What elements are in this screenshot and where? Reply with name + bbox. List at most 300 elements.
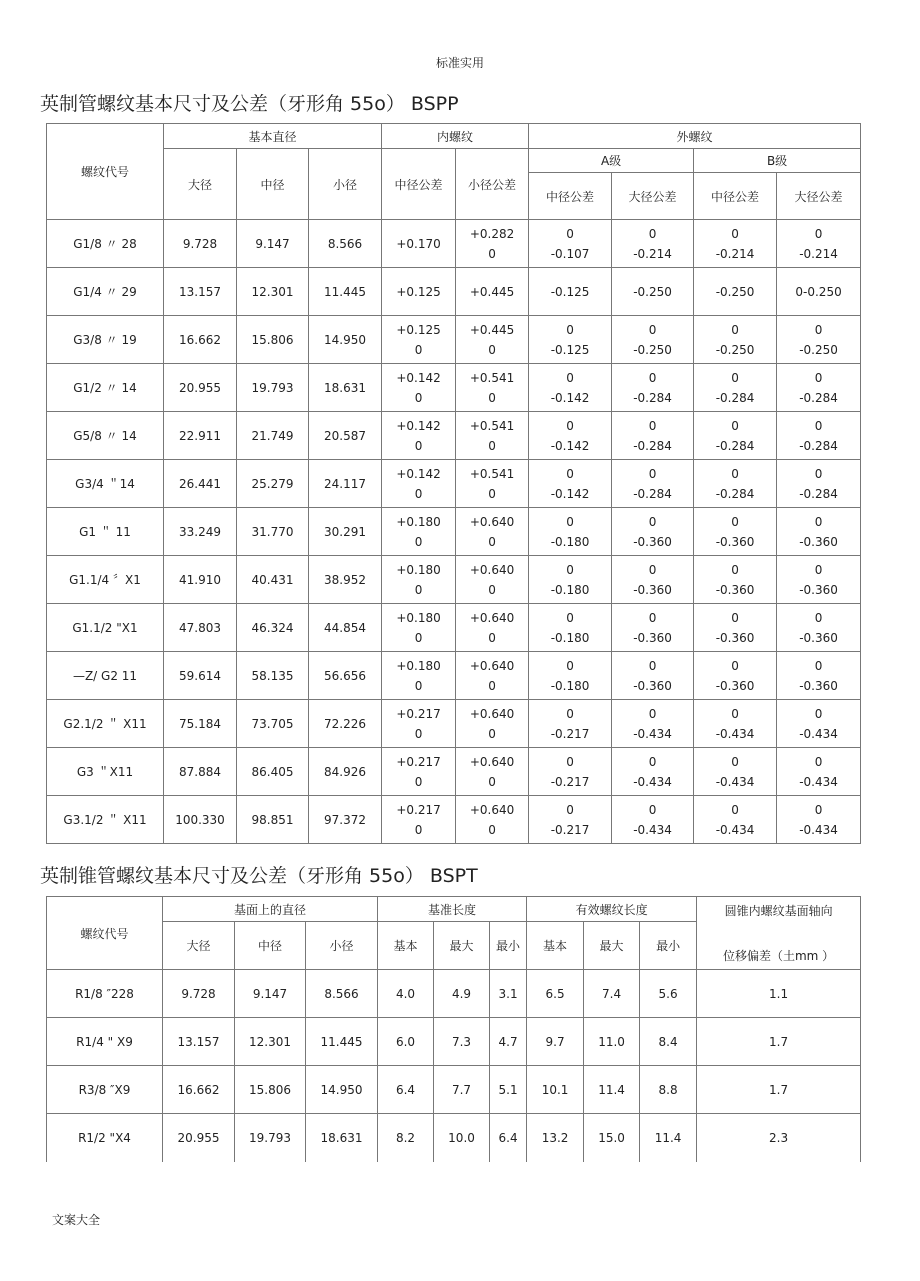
table-row: [47, 604, 861, 652]
tolerance-upper: 0: [814, 802, 823, 817]
tolerance-upper: +0.445: [469, 322, 515, 337]
tolerance-upper: -0.250: [715, 284, 755, 299]
tolerance-cell: [382, 556, 456, 604]
tolerance-pair: [694, 464, 776, 504]
header-external-thread: 外螺纹: [529, 124, 861, 149]
tolerance-upper: +0.180: [396, 658, 441, 673]
tolerance-lower: 0: [488, 534, 496, 549]
tolerance-upper: 0: [731, 322, 739, 337]
tolerance-lower: -0.284: [799, 438, 838, 453]
gauge-min-cell: 4.7: [490, 1018, 527, 1066]
axial-offset-cell: 2.3: [697, 1114, 861, 1162]
tolerance-upper: +0.640: [469, 802, 515, 817]
tolerance-upper: 0: [566, 466, 574, 481]
tolerance-pair: [777, 800, 860, 840]
tolerance-pair: [612, 224, 693, 264]
tolerance-cell: [529, 796, 612, 844]
tolerance-upper: +0.180: [396, 610, 441, 625]
tolerance-cell: [612, 316, 694, 364]
tolerance-lower: 0: [414, 486, 423, 501]
pitch-diameter-cell: 73.705: [237, 700, 309, 748]
tolerance-pair: [694, 656, 776, 696]
tolerance-cell: [777, 796, 861, 844]
major-diameter-cell: 9.728: [163, 970, 235, 1018]
tolerance-lower: -0.434: [715, 774, 755, 789]
pitch-diameter-cell: 40.431: [237, 556, 309, 604]
pitch-diameter-cell: 21.749: [237, 412, 309, 460]
thread-code-cell: G2.1/2 ＂ X11: [47, 700, 164, 748]
major-diameter-cell: 87.884: [164, 748, 237, 796]
tolerance-lower: 0: [488, 774, 496, 789]
axial-offset-cell: 1.1: [697, 970, 861, 1018]
eff-max-cell: 11.0: [584, 1018, 640, 1066]
eff-min-cell: 5.6: [640, 970, 697, 1018]
tolerance-cell: [612, 700, 694, 748]
header-eff-min: 最小: [640, 922, 697, 970]
tolerance-lower: -0.214: [715, 246, 755, 261]
minor-diameter-cell: 30.291: [309, 508, 382, 556]
tolerance-cell: [382, 796, 456, 844]
tolerance-pair: [612, 464, 693, 504]
tolerance-pair: [456, 656, 528, 696]
tolerance-lower: -0.434: [715, 726, 755, 741]
tolerance-pair: [612, 416, 693, 456]
table-row: [47, 460, 861, 508]
tolerance-upper: 0: [814, 226, 823, 241]
tolerance-lower: -0.250: [715, 342, 755, 357]
tolerance-cell: [529, 364, 612, 412]
tolerance-pair: [777, 752, 860, 792]
tolerance-cell: [694, 604, 777, 652]
gauge-max-cell: 7.3: [434, 1018, 490, 1066]
tolerance-cell: [456, 508, 529, 556]
tolerance-cell: [456, 700, 529, 748]
tolerance-upper: 0: [648, 514, 657, 529]
tolerance-pair: [529, 560, 611, 600]
eff-basic-cell: 6.5: [527, 970, 584, 1018]
page-footer-note: 文案大全: [52, 1213, 101, 1227]
tolerance-pair: [382, 320, 455, 360]
tolerance-lower: 0: [414, 774, 423, 789]
gauge-basic-cell: 8.2: [378, 1114, 434, 1162]
tolerance-upper: 0: [814, 706, 823, 721]
tolerance-pair: [456, 560, 528, 600]
pitch-diameter-cell: 15.806: [237, 316, 309, 364]
tolerance-pair: [612, 656, 693, 696]
tolerance-cell: [529, 604, 612, 652]
tolerance-cell: [612, 268, 694, 316]
tolerance-cell: [777, 316, 861, 364]
tolerance-upper: -0.250: [633, 284, 672, 299]
tolerance-lower: -0.434: [633, 822, 672, 837]
thread-code-cell: —Z/ G2 11: [47, 652, 164, 700]
table-row: [47, 748, 861, 796]
pitch-diameter-cell: 19.793: [235, 1114, 306, 1162]
tolerance-pair: [777, 704, 860, 744]
gauge-min-cell: 3.1: [490, 970, 527, 1018]
tolerance-pair: [777, 464, 860, 504]
header-b-pitch-tol: 中径公差: [694, 173, 777, 220]
tolerance-pair: [456, 608, 528, 648]
pitch-diameter-cell: 12.301: [237, 268, 309, 316]
tolerance-pair: [382, 752, 455, 792]
page-header-note: 标准实用: [435, 56, 484, 70]
minor-diameter-cell: 11.445: [309, 268, 382, 316]
tolerance-lower: 0: [488, 822, 496, 837]
tolerance-lower: -0.434: [633, 774, 672, 789]
tolerance-cell: [382, 316, 456, 364]
tolerance-lower: 0: [414, 438, 423, 453]
tolerance-cell: [456, 652, 529, 700]
eff-max-cell: 11.4: [584, 1066, 640, 1114]
tolerance-cell: [382, 220, 456, 268]
tolerance-cell: [456, 268, 529, 316]
tolerance-upper: 0: [566, 322, 574, 337]
tolerance-cell: [777, 652, 861, 700]
tolerance-pair: [777, 512, 860, 552]
minor-diameter-cell: 24.117: [309, 460, 382, 508]
tolerance-lower: -0.284: [799, 390, 838, 405]
tolerance-upper: 0: [648, 322, 657, 337]
tolerance-upper: 0: [731, 706, 739, 721]
header-internal-thread: 内螺纹: [382, 124, 529, 149]
tolerance-lower: -0.284: [633, 486, 672, 501]
tolerance-cell: [694, 556, 777, 604]
header-gauge-max: 最大: [434, 922, 490, 970]
tolerance-cell: [456, 556, 529, 604]
tolerance-lower: -0.250: [633, 342, 672, 357]
tolerance-pair: [612, 800, 693, 840]
major-diameter-cell: 16.662: [163, 1066, 235, 1114]
tolerance-upper: 0: [566, 370, 574, 385]
minor-diameter-cell: 18.631: [306, 1114, 378, 1162]
pitch-diameter-cell: 46.324: [237, 604, 309, 652]
tolerance-lower: 0: [414, 342, 423, 357]
tolerance-upper: +0.541: [469, 466, 515, 481]
tolerance-upper: 0: [648, 658, 657, 673]
thread-code-cell: G3/8 〃 19: [47, 316, 164, 364]
tolerance-upper: +0.282: [469, 226, 515, 241]
minor-diameter-cell: 11.445: [306, 1018, 378, 1066]
header-axial-offset: [697, 897, 861, 970]
major-diameter-cell: 13.157: [164, 268, 237, 316]
tolerance-lower: 0: [488, 246, 496, 261]
tolerance-lower: -0.360: [633, 582, 672, 597]
pitch-diameter-cell: 15.806: [235, 1066, 306, 1114]
minor-diameter-cell: 18.631: [309, 364, 382, 412]
tolerance-lower: -0.360: [799, 534, 838, 549]
bspt-table-title: 英制锥管螺纹基本尺寸及公差（牙形角 55o） BSPT: [40, 865, 478, 887]
tolerance-cell: [694, 652, 777, 700]
tolerance-upper: 0: [566, 610, 574, 625]
tolerance-pair: [694, 704, 776, 744]
header-gauge-length: 基准长度: [378, 897, 527, 922]
pitch-diameter-cell: 31.770: [237, 508, 309, 556]
tolerance-cell: [382, 460, 456, 508]
axial-offset-cell: 1.7: [697, 1018, 861, 1066]
header-gauge-basic: 基本: [378, 922, 434, 970]
major-diameter-cell: 100.330: [164, 796, 237, 844]
major-diameter-cell: 59.614: [164, 652, 237, 700]
tolerance-lower: 0: [488, 486, 496, 501]
tolerance-cell: [694, 796, 777, 844]
tolerance-upper: 0: [648, 226, 657, 241]
tolerance-lower: 0: [414, 390, 423, 405]
tolerance-cell: [777, 700, 861, 748]
tolerance-pair: [694, 368, 776, 408]
thread-code-cell: R1/2 "X4: [47, 1114, 163, 1162]
minor-diameter-cell: 56.656: [309, 652, 382, 700]
tolerance-cell: [777, 556, 861, 604]
table-row: [47, 652, 861, 700]
tolerance-upper: 0: [566, 418, 574, 433]
thread-code-cell: R3/8 ″X9: [47, 1066, 163, 1114]
tolerance-pair: [612, 752, 693, 792]
tolerance-upper: +0.142: [396, 466, 441, 481]
tolerance-pair: [529, 704, 611, 744]
tolerance-upper: +0.541: [469, 418, 515, 433]
tolerance-cell: [694, 508, 777, 556]
tolerance-upper: 0: [731, 658, 739, 673]
tolerance-cell: [382, 412, 456, 460]
table-row: [47, 412, 861, 460]
thread-code-cell: G1 ＂ 11: [47, 508, 164, 556]
gauge-basic-cell: 6.0: [378, 1018, 434, 1066]
tolerance-pair: [456, 224, 528, 264]
table-row: [47, 556, 861, 604]
tolerance-cell: [694, 460, 777, 508]
tolerance-pair: [694, 800, 776, 840]
tolerance-pair: [694, 512, 776, 552]
tolerance-lower: 0: [488, 390, 496, 405]
tolerance-upper: +0.217: [396, 802, 441, 817]
tolerance-upper: 0: [566, 658, 574, 673]
tolerance-pair: [529, 368, 611, 408]
thread-code-cell: G3.1/2 ＂ X11: [47, 796, 164, 844]
tolerance-pair: [612, 704, 693, 744]
tolerance-pair: [694, 752, 776, 792]
axial-offset-cell: 1.7: [697, 1066, 861, 1114]
thread-code-cell: G1.1/4 〞X1: [47, 556, 164, 604]
tolerance-lower: -0.180: [550, 630, 590, 645]
tolerance-upper: +0.445: [469, 284, 515, 299]
tolerance-cell: [529, 700, 612, 748]
header-internal-pitch-tol: 中径公差: [382, 149, 456, 220]
gauge-min-cell: 6.4: [490, 1114, 527, 1162]
tolerance-cell: [694, 316, 777, 364]
table-row: [47, 1066, 861, 1114]
major-diameter-cell: 20.955: [164, 364, 237, 412]
tolerance-cell: [612, 220, 694, 268]
tolerance-upper: 0: [566, 514, 574, 529]
minor-diameter-cell: 38.952: [309, 556, 382, 604]
eff-max-cell: 15.0: [584, 1114, 640, 1162]
tolerance-pair: [777, 560, 860, 600]
tolerance-cell: [529, 556, 612, 604]
tolerance-upper: 0: [731, 610, 739, 625]
tolerance-upper: +0.640: [469, 610, 515, 625]
minor-diameter-cell: 20.587: [309, 412, 382, 460]
tolerance-cell: [382, 604, 456, 652]
tolerance-cell: [529, 316, 612, 364]
pitch-diameter-cell: 9.147: [235, 970, 306, 1018]
tolerance-cell: [529, 748, 612, 796]
tolerance-pair: [456, 704, 528, 744]
tolerance-upper: +0.640: [469, 658, 515, 673]
minor-diameter-cell: 8.566: [309, 220, 382, 268]
tolerance-lower: -0.284: [799, 486, 838, 501]
tolerance-cell: [456, 220, 529, 268]
tolerance-pair: [382, 416, 455, 456]
table-row: [47, 1018, 861, 1066]
tolerance-cell: [612, 508, 694, 556]
tolerance-lower: -0.250: [799, 342, 838, 357]
tolerance-cell: [382, 364, 456, 412]
tolerance-upper: +0.170: [396, 236, 441, 251]
pitch-diameter-cell: 12.301: [235, 1018, 306, 1066]
gauge-max-cell: 10.0: [434, 1114, 490, 1162]
gauge-min-cell: 5.1: [490, 1066, 527, 1114]
tolerance-upper: +0.142: [396, 418, 441, 433]
tolerance-pair: [694, 320, 776, 360]
tolerance-lower: -0.360: [715, 678, 755, 693]
header-major-diameter: 大径: [164, 149, 237, 220]
table-row: [47, 364, 861, 412]
tolerance-pair: [529, 282, 611, 302]
tolerance-pair: [529, 416, 611, 456]
tolerance-lower: -0.434: [715, 822, 755, 837]
minor-diameter-cell: 8.566: [306, 970, 378, 1018]
tolerance-lower: -0.360: [715, 630, 755, 645]
tolerance-upper: +0.125: [396, 284, 441, 299]
major-diameter-cell: 47.803: [164, 604, 237, 652]
tolerance-lower: -0.180: [550, 678, 590, 693]
minor-diameter-cell: 72.226: [309, 700, 382, 748]
tolerance-lower: -0.360: [633, 630, 672, 645]
tolerance-lower: -0.284: [715, 486, 755, 501]
tolerance-lower: -0.142: [550, 390, 590, 405]
tolerance-pair: [456, 752, 528, 792]
pitch-diameter-cell: 19.793: [237, 364, 309, 412]
tolerance-pair: [694, 560, 776, 600]
tolerance-pair: [612, 368, 693, 408]
thread-code-cell: G5/8 〃 14: [47, 412, 164, 460]
tolerance-cell: [777, 460, 861, 508]
tolerance-upper: +0.217: [396, 706, 441, 721]
tolerance-pair: [777, 320, 860, 360]
tolerance-upper: 0: [731, 754, 739, 769]
pitch-diameter-cell: 86.405: [237, 748, 309, 796]
tolerance-pair: [382, 560, 455, 600]
tolerance-lower: -0.214: [799, 246, 838, 261]
tolerance-lower: -0.180: [550, 582, 590, 597]
eff-min-cell: 11.4: [640, 1114, 697, 1162]
major-diameter-cell: 20.955: [163, 1114, 235, 1162]
tolerance-pair: [529, 464, 611, 504]
header-class-b: B级: [694, 149, 861, 173]
header-thread-code: 螺纹代号: [47, 897, 163, 970]
tolerance-upper: 0: [814, 562, 823, 577]
gauge-max-cell: 7.7: [434, 1066, 490, 1114]
tolerance-pair: [382, 800, 455, 840]
tolerance-upper: +0.640: [469, 514, 515, 529]
tolerance-upper: 0: [731, 226, 739, 241]
tolerance-lower: -0.434: [799, 822, 838, 837]
tolerance-pair: [529, 224, 611, 264]
header-class-a: A级: [529, 149, 694, 173]
header-axial-offset-line2: 位移偏差（土mm ）: [722, 949, 835, 963]
tolerance-cell: [694, 700, 777, 748]
tolerance-pair: [777, 282, 860, 302]
tolerance-lower: 0: [414, 630, 423, 645]
header-major-diameter: 大径: [163, 922, 235, 970]
tolerance-pair: [382, 656, 455, 696]
tolerance-upper: 0: [731, 370, 739, 385]
thread-code-cell: R1/4 " X9: [47, 1018, 163, 1066]
tolerance-cell: [529, 508, 612, 556]
tolerance-cell: [694, 412, 777, 460]
tolerance-pair: [529, 752, 611, 792]
tolerance-cell: [777, 508, 861, 556]
tolerance-pair: [612, 320, 693, 360]
major-diameter-cell: 22.911: [164, 412, 237, 460]
tolerance-lower: -0.360: [799, 630, 838, 645]
tolerance-lower: 0: [414, 582, 423, 597]
minor-diameter-cell: 97.372: [309, 796, 382, 844]
header-axial-offset-line1: 圆锥内螺纹基面轴向: [724, 904, 833, 918]
tolerance-upper: +0.217: [396, 754, 441, 769]
tolerance-lower: -0.214: [633, 246, 672, 261]
tolerance-cell: [456, 604, 529, 652]
tolerance-upper: 0: [648, 418, 657, 433]
tolerance-lower: -0.434: [799, 726, 838, 741]
header-gauge-min: 最小: [490, 922, 527, 970]
bspp-table: [46, 123, 861, 844]
tolerance-pair: [612, 560, 693, 600]
tolerance-cell: [529, 460, 612, 508]
tolerance-lower: 0: [414, 678, 423, 693]
tolerance-upper: 0: [648, 370, 657, 385]
tolerance-cell: [612, 604, 694, 652]
tolerance-lower: -0.217: [550, 822, 590, 837]
tolerance-lower: -0.360: [633, 678, 672, 693]
header-minor-diameter: 小径: [306, 922, 378, 970]
major-diameter-cell: 41.910: [164, 556, 237, 604]
tolerance-cell: [612, 796, 694, 844]
tolerance-cell: [777, 220, 861, 268]
pitch-diameter-cell: 58.135: [237, 652, 309, 700]
tolerance-cell: [694, 268, 777, 316]
tolerance-cell: [694, 748, 777, 796]
tolerance-upper: +0.640: [469, 754, 515, 769]
tolerance-cell: [777, 412, 861, 460]
tolerance-upper: 0: [731, 802, 739, 817]
tolerance-cell: [612, 460, 694, 508]
tolerance-pair: [382, 234, 455, 254]
tolerance-upper: 0: [566, 562, 574, 577]
tolerance-upper: 0: [731, 466, 739, 481]
tolerance-upper: 0: [566, 754, 574, 769]
tolerance-pair: [382, 512, 455, 552]
eff-min-cell: 8.4: [640, 1018, 697, 1066]
header-pitch-diameter: 中径: [237, 149, 309, 220]
header-gauge-diameter: 基面上的直径: [163, 897, 378, 922]
tolerance-pair: [612, 608, 693, 648]
table-row: [47, 220, 861, 268]
tolerance-upper: 0-0.250: [795, 284, 842, 299]
table-row: [47, 970, 861, 1018]
tolerance-upper: 0: [814, 514, 823, 529]
